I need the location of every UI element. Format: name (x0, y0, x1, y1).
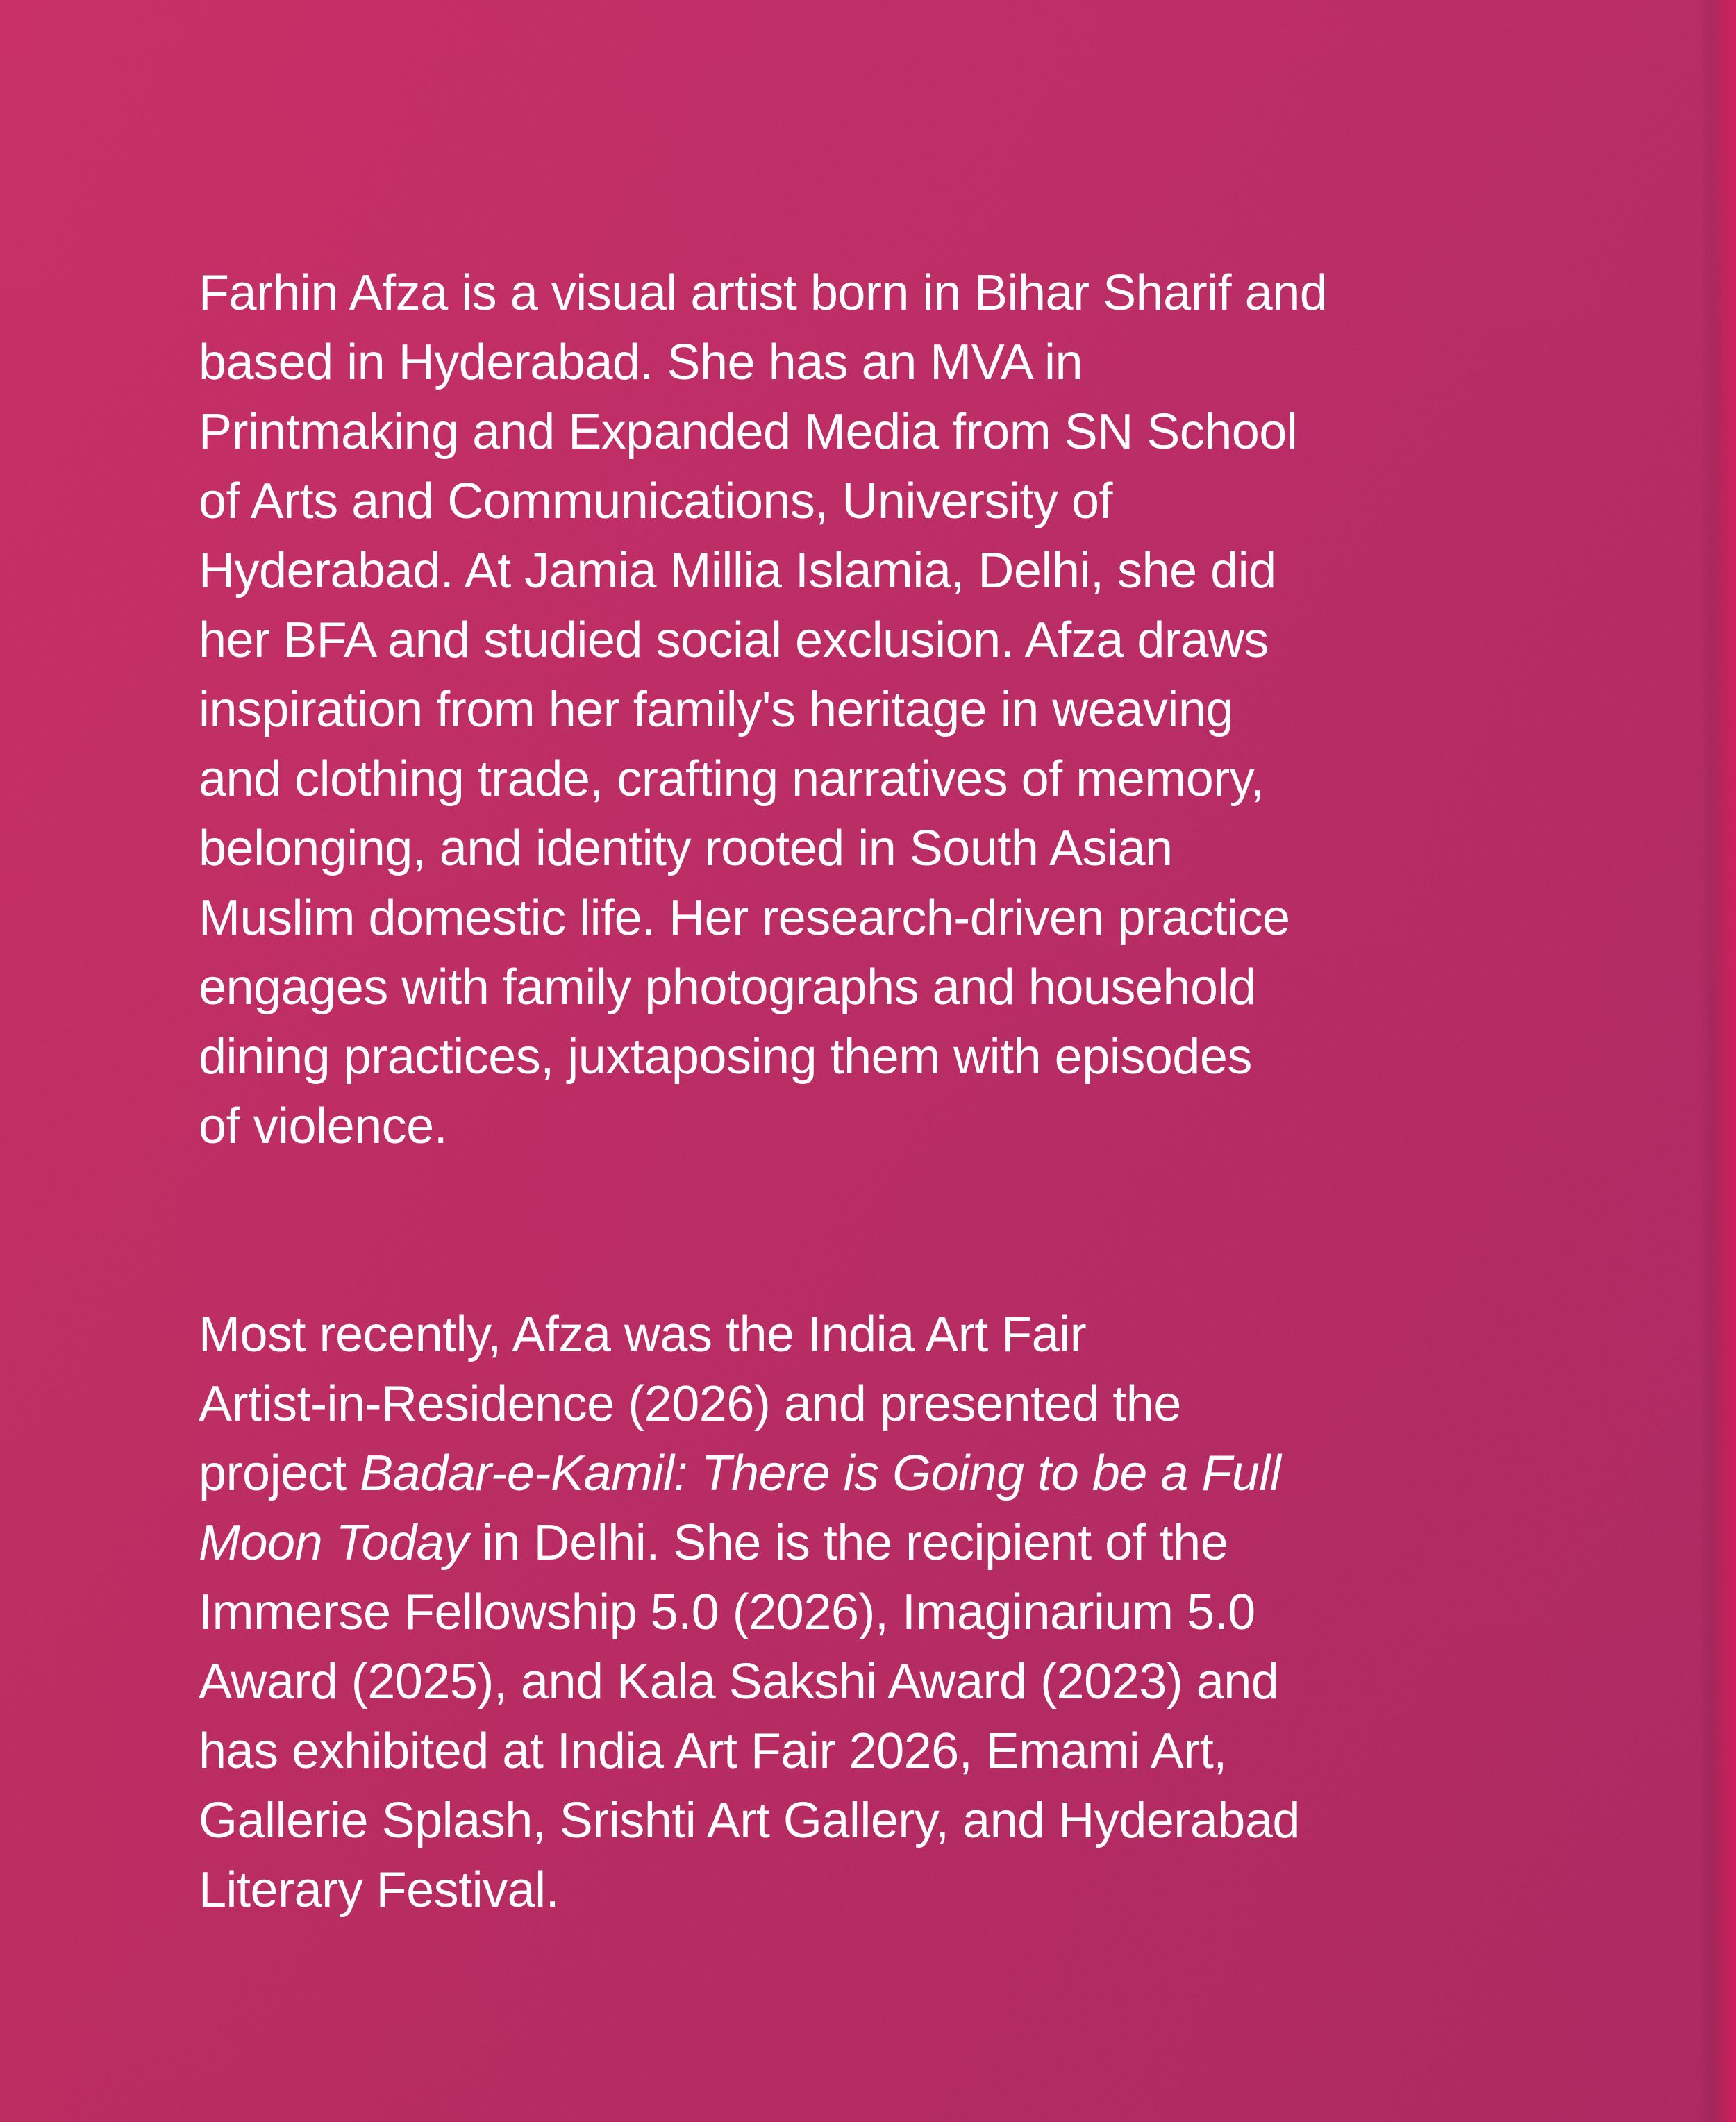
bio-line (199, 1508, 1587, 1578)
bio-line: and clothing trade, crafting narratives of memory, (199, 751, 1265, 807)
bio-line: engages with family photographs and household (199, 960, 1256, 1015)
bio-line: Muslim domestic life. Her research-driven practice (199, 890, 1290, 946)
bio-line: Printmaking and Expanded Media from SN School (199, 404, 1298, 460)
text-segment: in Delhi. She is the recipient of the (468, 1515, 1228, 1571)
bio-line: Gallerie Splash, Srishti Art Gallery, and Hyderabad (199, 1793, 1300, 1848)
bio-line: inspiration from her family's heritage in weaving (199, 682, 1233, 737)
artist-bio (199, 258, 1587, 1925)
bio-line: Farhin Afza is a visual artist born in Bihar Sharif and (199, 265, 1328, 321)
right-edge-strip (1700, 0, 1736, 2122)
bio-line: of Arts and Communications, University of (199, 474, 1113, 529)
bio-line: belonging, and identity rooted in South Asian (199, 821, 1173, 876)
bio-line: Hyderabad. At Jamia Millia Islamia, Delhi, she did (199, 543, 1276, 599)
bio-line (199, 1439, 1587, 1508)
bio-line: Immerse Fellowship 5.0 (2026), Imaginarium 5.0 (199, 1585, 1255, 1640)
project-title: Badar-e-Kamil: There is Going to be a Full (360, 1446, 1281, 1501)
bio-paragraph-1 (199, 258, 1587, 1161)
text-segment: project (199, 1446, 360, 1501)
bio-line: based in Hyderabad. She has an MVA in (199, 335, 1083, 390)
paragraph-gap (199, 1161, 1587, 1300)
bio-line: Most recently, Afza was the India Art Fair (199, 1307, 1087, 1362)
bio-paragraph-2 (199, 1300, 1587, 1925)
bio-line: has exhibited at India Art Fair 2026, Emami Art, (199, 1723, 1227, 1779)
bio-line: Award (2025), and Kala Sakshi Award (2023) and (199, 1654, 1279, 1710)
bio-line: of violence. (199, 1098, 448, 1154)
bio-line: dining practices, juxtaposing them with episodes (199, 1029, 1252, 1085)
bio-line: Literary Festival. (199, 1862, 560, 1918)
bio-line: Artist-in-Residence (2026) and presented the (199, 1376, 1181, 1432)
bio-line: her BFA and studied social exclusion. Afza draws (199, 612, 1269, 668)
project-title: Moon Today (199, 1515, 469, 1571)
